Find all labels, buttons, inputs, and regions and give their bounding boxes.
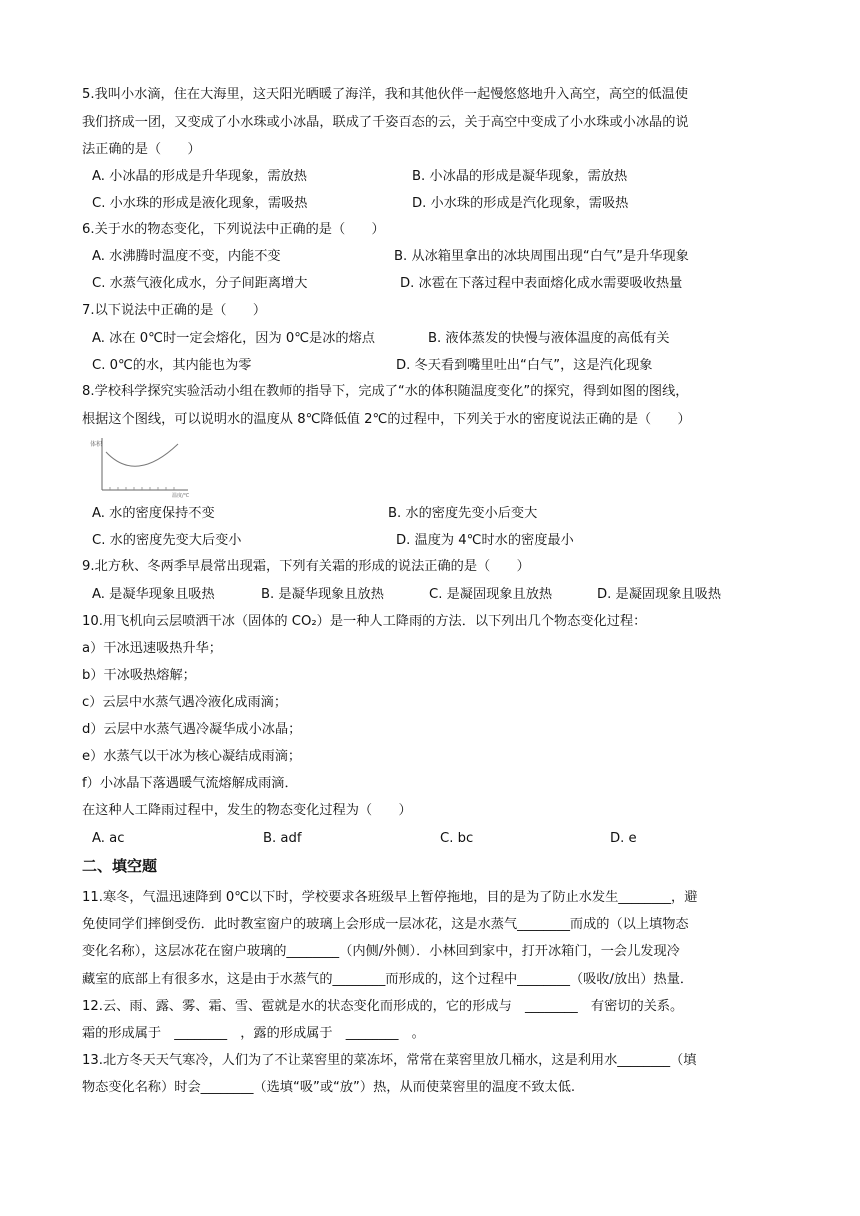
q7-stem: 7.以下说法中正确的是（ ） xyxy=(82,303,267,318)
q7-option-c: C. 0℃的水，其内能也为零 xyxy=(92,358,252,373)
q9-option-c: C. 是凝固现象且放热 xyxy=(429,587,553,602)
q12-line-2: 霜的形成属于 ________ ，露的形成属于 ________ 。 xyxy=(82,1026,425,1041)
q10-stem: 10.用飞机向云层喷洒干冰（固体的 CO₂）是一种人工降雨的方法．以下列出几个物态变化过程： xyxy=(82,614,647,629)
q9-option-b: B. 是凝华现象且放热 xyxy=(261,587,384,602)
q10-option-b: B. adf xyxy=(263,831,302,846)
q5-stem-line-3: 法正确的是（ ） xyxy=(82,142,201,157)
q8-option-a: A. 水的密度保持不变 xyxy=(92,506,215,521)
q8-stem-line-1: 8.学校科学探究实验活动小组在教师的指导下，完成了“水的体积随温度变化”的探究，得到如图的图线， xyxy=(82,384,689,399)
q5-stem-line-1: 5.我叫小水滴，住在大海里，这天阳光晒暖了海洋，我和其他伙伴一起慢悠悠地升入高空，高空的低温使 xyxy=(82,87,689,102)
q6-option-d: D. 冰雹在下落过程中表面熔化成水需要吸收热量 xyxy=(400,276,683,291)
q11-line-2: 免使同学们摔倒受伤．此时教室窗户的玻璃上会形成一层冰花，这是水蒸气________而成的（以上填物态 xyxy=(82,917,689,932)
q10-option-a: A. ac xyxy=(92,831,125,846)
q5-option-c: C. 小水珠的形成是液化现象，需吸热 xyxy=(92,196,308,211)
q10-process-a: a）干冰迅速吸热升华； xyxy=(82,641,222,656)
q11-line-4: 藏室的底部上有很多水，这是由于水蒸气的________而形成的，这个过程中________（吸收/放出）热量． xyxy=(82,972,694,987)
q10-process-e: e）水蒸气以干冰为核心凝结成雨滴； xyxy=(82,749,302,764)
q7-option-b: B. 液体蒸发的快慢与液体温度的高低有关 xyxy=(428,331,670,346)
q9-option-d: D. 是凝固现象且吸热 xyxy=(597,587,722,602)
q13-line-1: 13.北方冬天天气寒冷，人们为了不让菜窖里的菜冻坏，常常在菜窖里放几桶水，这是利用水________（填 xyxy=(82,1053,697,1068)
graph-curve xyxy=(106,444,178,466)
q10-question: 在这种人工降雨过程中，发生的物态变化过程为（ ） xyxy=(82,803,412,818)
q9-option-a: A. 是凝华现象且吸热 xyxy=(92,587,215,602)
q8-option-d: D. 温度为 4℃时水的密度最小 xyxy=(396,533,574,548)
q10-process-f: f）小冰晶下落遇暖气流熔解成雨滴． xyxy=(82,776,298,791)
q10-option-d: D. e xyxy=(610,831,637,846)
q10-process-d: d）云层中水蒸气遇冷凝华成小冰晶； xyxy=(82,722,302,737)
graph-x-label: 温度/℃ xyxy=(172,493,190,498)
q5-option-b: B. 小冰晶的形成是凝华现象，需放热 xyxy=(412,169,628,184)
q5-option-a: A. 小冰晶的形成是升华现象，需放热 xyxy=(92,169,307,184)
volume-temperature-graph xyxy=(88,434,196,498)
q8-option-c: C. 水的密度先变大后变小 xyxy=(92,533,242,548)
q7-option-a: A. 冰在 0℃时一定会熔化，因为 0℃是冰的熔点 xyxy=(92,331,375,346)
q6-stem: 6.关于水的物态变化，下列说法中正确的是（ ） xyxy=(82,222,385,237)
q8-stem-line-2: 根据这个图线，可以说明水的温度从 8℃降低值 2℃的过程中，下列关于水的密度说法正确的是（ ） xyxy=(82,412,691,427)
q10-process-c: c）云层中水蒸气遇冷液化成雨滴； xyxy=(82,695,288,710)
q5-stem-line-2: 我们挤成一团，又变成了小水珠或小冰晶，联成了千姿百态的云，关于高空中变成了小水珠或小冰晶的说 xyxy=(82,115,689,130)
q12-line-1: 12.云、雨、露、雾、霜、雪、雹就是水的状态变化而形成的，它的形成与 ________ 有密切的关系。 xyxy=(82,999,684,1014)
q11-line-3: 变化名称），这层冰花在窗户玻璃的________（内侧/外侧）．小林回到家中，打开冰箱门，一会儿发现冷 xyxy=(82,944,680,959)
q10-option-c: C. bc xyxy=(440,831,474,846)
q6-option-b: B. 从冰箱里拿出的冰块周围出现“白气”是升华现象 xyxy=(394,249,689,264)
q5-option-d: D. 小水珠的形成是汽化现象，需吸热 xyxy=(412,196,629,211)
q8-option-b: B. 水的密度先变小后变大 xyxy=(388,506,538,521)
q6-option-a: A. 水沸腾时温度不变，内能不变 xyxy=(92,249,281,264)
graph-y-label: 体积 xyxy=(90,441,103,448)
section-heading-fill-in: 二、填空题 xyxy=(82,857,158,875)
q7-option-d: D. 冬天看到嘴里吐出“白气”，这是汽化现象 xyxy=(396,358,653,373)
q9-stem: 9.北方秋、冬两季早晨常出现霜，下列有关霜的形成的说法正确的是（ ） xyxy=(82,559,530,574)
q13-line-2: 物态变化名称）时会________（选填“吸”或“放”）热，从而使菜窖里的温度不致太低. xyxy=(82,1080,576,1095)
q11-line-1: 11.寒冬，气温迅速降到 0℃以下时，学校要求各班级早上暂停拖地，目的是为了防止水发生________，避 xyxy=(82,890,698,905)
q6-option-c: C. 水蒸气液化成水，分子间距离增大 xyxy=(92,276,308,291)
q10-process-b: b）干冰吸热熔解； xyxy=(82,668,196,683)
